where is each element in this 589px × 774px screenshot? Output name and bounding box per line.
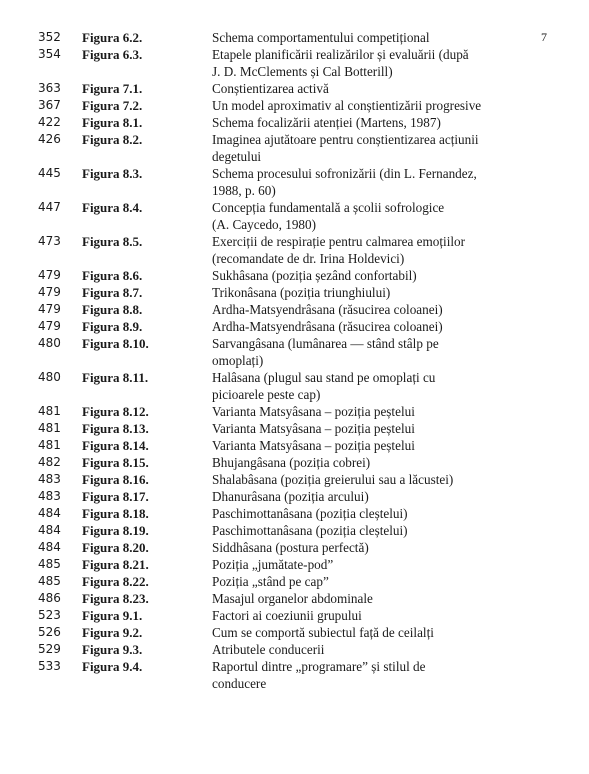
figure-title — [212, 607, 502, 624]
figure-title-continuation: J. D. McClements și Cal Botterill) — [212, 64, 393, 79]
figure-page-number: 529 — [38, 642, 61, 656]
figure-title — [212, 80, 502, 97]
figure-label: Figura 9.4. — [82, 659, 143, 674]
figure-title-line: Concepția fundamentală a școlii sofrologice — [212, 200, 445, 215]
figure-label: Figura 9.2. — [82, 625, 143, 640]
figure-title-line: Conștientizarea activă — [212, 81, 329, 96]
figure-title — [212, 471, 502, 488]
figure-entry — [0, 573, 589, 590]
figure-label: Figura 8.11. — [82, 370, 149, 385]
figure-entry — [0, 607, 589, 624]
figure-title — [212, 97, 502, 114]
figure-page-number: 445 — [38, 166, 61, 180]
figure-entry — [0, 80, 589, 97]
figure-title-line: Ardha-Matsyendrâsana (răsucirea coloanei) — [212, 302, 443, 317]
figure-page-number: 481 — [38, 404, 61, 418]
figure-entry — [0, 131, 589, 165]
figure-title-line: Schema focalizării atenției (Martens, 1987) — [212, 115, 441, 130]
figure-title — [212, 46, 502, 80]
figure-entry — [0, 658, 589, 692]
figure-title-line: Sukhâsana (poziția șezând confortabil) — [212, 268, 417, 283]
figure-label: Figura 8.17. — [82, 489, 149, 504]
figure-title-line: Imaginea ajutătoare pentru conștientizarea acțiunii — [212, 132, 479, 147]
figure-entry — [0, 539, 589, 556]
figure-title-line: Trikonâsana (poziția triunghiului) — [212, 285, 391, 300]
figure-title-line: Factori ai coeziunii grupului — [212, 608, 362, 623]
figure-page-number: 479 — [38, 302, 61, 316]
figure-page-number: 473 — [38, 234, 61, 248]
figure-title-line: Varianta Matsyâsana – poziția peștelui — [212, 404, 415, 419]
figure-title-line: Cum se comportă subiectul față de ceilalți — [212, 625, 434, 640]
figure-title — [212, 301, 502, 318]
figure-title-line: Halâsana (plugul sau stand pe omoplați cu — [212, 370, 436, 385]
figure-page-number: 533 — [38, 659, 61, 673]
figure-title-continuation: degetului — [212, 149, 262, 164]
figure-title-continuation: 1988, p. 60) — [212, 183, 276, 198]
figure-entry — [0, 556, 589, 573]
figure-entry — [0, 403, 589, 420]
figure-page-number: 484 — [38, 506, 61, 520]
figure-label: Figura 8.21. — [82, 557, 149, 572]
figure-label: Figura 8.1. — [82, 115, 143, 130]
figure-title-line: Varianta Matsyâsana – poziția peștelui — [212, 438, 415, 453]
figure-title-line: Sarvangâsana (lumânarea — stând stâlp pe — [212, 336, 439, 351]
figure-entry — [0, 335, 589, 369]
figure-title-line: Siddhâsana (postura perfectă) — [212, 540, 369, 555]
figure-label: Figura 8.3. — [82, 166, 143, 181]
figure-entry — [0, 437, 589, 454]
figure-title — [212, 318, 502, 335]
figure-label: Figura 8.7. — [82, 285, 143, 300]
figure-title-line: Poziția „stând pe cap” — [212, 574, 329, 589]
figure-entry — [0, 267, 589, 284]
figure-label: Figura 9.1. — [82, 608, 143, 623]
figure-page-number: 484 — [38, 540, 61, 554]
figure-entry — [0, 165, 589, 199]
figure-title — [212, 267, 502, 284]
figure-entry — [0, 488, 589, 505]
figure-page-number: 354 — [38, 47, 61, 61]
figure-title-line: Dhanurâsana (poziția arcului) — [212, 489, 369, 504]
figure-entry — [0, 522, 589, 539]
figure-title-line: Schema procesului sofronizării (din L. Fernandez, — [212, 166, 477, 181]
figure-label: Figura 8.13. — [82, 421, 149, 436]
figure-label: Figura 8.9. — [82, 319, 143, 334]
figure-page-number: 480 — [38, 336, 61, 350]
figure-page-number: 363 — [38, 81, 61, 95]
figure-title — [212, 573, 502, 590]
figure-title — [212, 590, 502, 607]
figure-page-number: 484 — [38, 523, 61, 537]
figure-page-number: 481 — [38, 438, 61, 452]
figure-page-number: 447 — [38, 200, 61, 214]
figure-list — [0, 29, 589, 692]
figure-title-line: Raportul dintre „programare” și stilul de — [212, 659, 426, 674]
figure-title-line: Varianta Matsyâsana – poziția peștelui — [212, 421, 415, 436]
figure-page-number: 485 — [38, 574, 61, 588]
figure-page-number: 479 — [38, 285, 61, 299]
figure-title — [212, 403, 502, 420]
figure-page-number: 426 — [38, 132, 61, 146]
figure-label: Figura 8.8. — [82, 302, 143, 317]
figure-label: Figura 8.23. — [82, 591, 149, 606]
figure-title — [212, 488, 502, 505]
figure-title — [212, 284, 502, 301]
figure-label: Figura 8.14. — [82, 438, 149, 453]
figure-title — [212, 29, 502, 46]
figure-title — [212, 556, 502, 573]
figure-label: Figura 8.22. — [82, 574, 149, 589]
figure-page-number: 483 — [38, 489, 61, 503]
figure-entry — [0, 471, 589, 488]
figure-page-number: 483 — [38, 472, 61, 486]
figure-title-line: Un model aproximativ al conștientizării progresive — [212, 98, 482, 113]
figure-title-line: Etapele planificării realizărilor și evaluării (după — [212, 47, 469, 62]
figure-entry — [0, 29, 589, 46]
page-number: 7 — [541, 30, 547, 44]
figure-title-continuation: (recomandate de dr. Irina Holdevici) — [212, 251, 405, 266]
figure-label: Figura 6.2. — [82, 30, 143, 45]
figure-label: Figura 7.2. — [82, 98, 143, 113]
figure-label: Figura 8.5. — [82, 234, 143, 249]
figure-entry — [0, 505, 589, 522]
figure-entry — [0, 199, 589, 233]
figure-title-line: Ardha-Matsyendrâsana (răsucirea coloanei) — [212, 319, 443, 334]
figure-label: Figura 8.20. — [82, 540, 149, 555]
figure-label: Figura 8.18. — [82, 506, 149, 521]
figure-title — [212, 233, 502, 267]
figure-title — [212, 539, 502, 556]
figure-title-line: Schema comportamentului competițional — [212, 30, 430, 45]
figure-title-line: Exerciții de respirație pentru calmarea emoțiilor — [212, 234, 466, 249]
figure-label: Figura 8.6. — [82, 268, 143, 283]
figure-title — [212, 437, 502, 454]
figure-entry — [0, 233, 589, 267]
figure-page-number: 523 — [38, 608, 61, 622]
figure-title — [212, 165, 502, 199]
figure-title-line: Masajul organelor abdominale — [212, 591, 373, 606]
figure-label: Figura 8.16. — [82, 472, 149, 487]
figure-title-line: Paschimottanâsana (poziția cleștelui) — [212, 506, 408, 521]
figure-page-number: 480 — [38, 370, 61, 384]
figure-title-line: Bhujangâsana (poziția cobrei) — [212, 455, 371, 470]
figure-title — [212, 641, 502, 658]
figure-title — [212, 199, 502, 233]
figure-title — [212, 454, 502, 471]
figure-title — [212, 114, 502, 131]
figure-label: Figura 9.3. — [82, 642, 143, 657]
figure-title — [212, 131, 502, 165]
figure-page-number: 479 — [38, 319, 61, 333]
figure-label: Figura 8.12. — [82, 404, 149, 419]
figure-label: Figura 8.10. — [82, 336, 149, 351]
figure-title-continuation: (A. Caycedo, 1980) — [212, 217, 317, 232]
figure-title-continuation: conducere — [212, 676, 267, 691]
figure-page-number: 526 — [38, 625, 61, 639]
figure-entry — [0, 318, 589, 335]
figure-page-number: 352 — [38, 30, 61, 44]
figure-label: Figura 8.2. — [82, 132, 143, 147]
figure-title — [212, 420, 502, 437]
figure-title — [212, 624, 502, 641]
figure-page-number: 485 — [38, 557, 61, 571]
figure-entry — [0, 641, 589, 658]
figure-entry — [0, 624, 589, 641]
figure-title-line: Paschimottanâsana (poziția cleștelui) — [212, 523, 408, 538]
figure-title-continuation: omoplați) — [212, 353, 264, 368]
figure-title — [212, 505, 502, 522]
figure-entry — [0, 590, 589, 607]
figure-page-number: 422 — [38, 115, 61, 129]
figure-title — [212, 335, 502, 369]
figure-page-number: 486 — [38, 591, 61, 605]
figure-label: Figura 7.1. — [82, 81, 143, 96]
figure-page-number: 481 — [38, 421, 61, 435]
figure-title — [212, 369, 502, 403]
figure-entry — [0, 454, 589, 471]
figure-page-number: 482 — [38, 455, 61, 469]
figure-entry — [0, 369, 589, 403]
figure-page-number: 479 — [38, 268, 61, 282]
figure-page-number: 367 — [38, 98, 61, 112]
figure-title-continuation: picioarele peste cap) — [212, 387, 321, 402]
figure-entry — [0, 284, 589, 301]
figure-label: Figura 6.3. — [82, 47, 143, 62]
figure-entry — [0, 97, 589, 114]
figure-label: Figura 8.4. — [82, 200, 143, 215]
figure-label: Figura 8.15. — [82, 455, 149, 470]
figure-title-line: Poziția „jumătate-pod” — [212, 557, 334, 572]
figure-label: Figura 8.19. — [82, 523, 149, 538]
figure-title — [212, 522, 502, 539]
figure-entry — [0, 114, 589, 131]
figure-title-line: Shalabâsana (poziția greierului sau a lăcustei) — [212, 472, 454, 487]
figure-entry — [0, 301, 589, 318]
figure-title — [212, 658, 502, 692]
figure-title-line: Atributele conducerii — [212, 642, 325, 657]
figure-entry — [0, 46, 589, 80]
figure-entry — [0, 420, 589, 437]
